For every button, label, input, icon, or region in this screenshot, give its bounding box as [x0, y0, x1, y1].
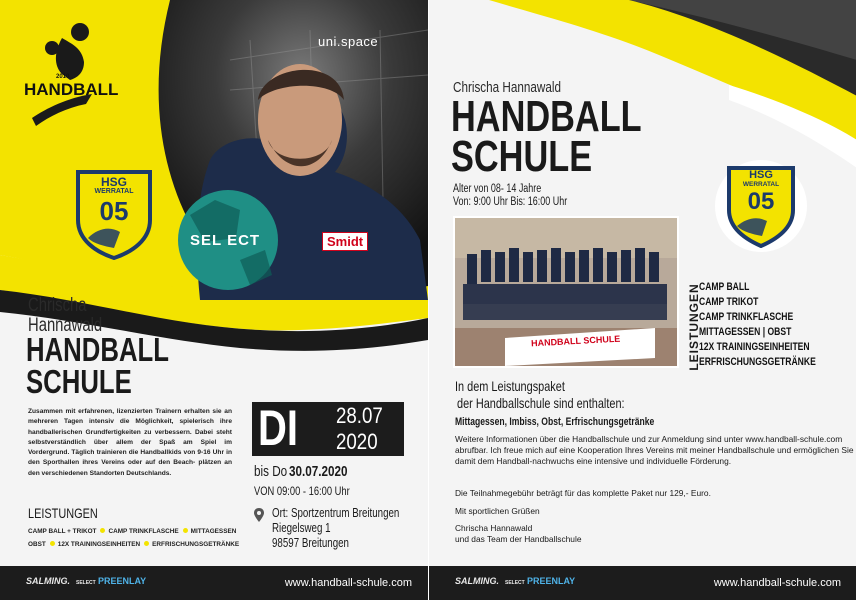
coach-last-name: Hannawald [28, 315, 103, 336]
fee-text: Die Teilnahmegebühr beträgt für das komplette Paket nur 129,- Euro. [455, 488, 711, 498]
footer-bar [0, 566, 428, 600]
location-city: 98597 Breitungen [272, 536, 349, 550]
sponsor-preenlay: PREENLAY [527, 576, 576, 586]
location-label: Ort: Sportzentrum Breitungen [272, 506, 400, 520]
services-list [699, 280, 849, 370]
bullet-icon [183, 528, 188, 533]
info-text: Weitere Informationen über die Handballschule und zur Anmeldung sind unter www.handball-schule.com abrufbar. Ich freue mich auf eine Kooperation Ihres Vereins mit meiner Handballschule und ermöglichen Sie damit dem Handball-nachwuchs eine intensive und individuelle Förderung. [455, 434, 854, 466]
package-heading-line1: In dem Leistungspaket [455, 378, 565, 394]
ball-brand-text: SEL ECT [190, 232, 261, 249]
team-photo [453, 216, 679, 368]
date-weekday: DI [258, 400, 298, 456]
location-block [272, 506, 428, 551]
signature-name: Chrischa Hannawald [455, 523, 533, 533]
sponsor-salming: SALMING. [455, 576, 499, 586]
handball-logo [22, 18, 119, 138]
services-heading [28, 505, 117, 521]
services-heading-text: LEISTUNGEN [28, 505, 98, 521]
footer-bar [429, 566, 856, 600]
services-heading [679, 282, 701, 372]
date-until-prefix: bis Do [254, 463, 288, 480]
title-line-2: SCHULE [451, 132, 593, 181]
page-title [26, 331, 209, 400]
service-item: MITTAGESSEN [190, 528, 237, 535]
brand-label: uni.space [318, 34, 379, 49]
bullet-icon [144, 541, 149, 546]
badge-club-name: HSG [100, 175, 127, 189]
service-item: CAMP TRIKOT [699, 296, 759, 308]
service-item: ERFRISCHUNGSGETRÄNKE [152, 541, 240, 548]
club-badge [715, 160, 807, 252]
date-until-date: 30.07.2020 [288, 463, 348, 480]
location-pin-icon [254, 508, 264, 522]
service-item: CAMP TRINKFLASCHE [108, 528, 179, 535]
age-range: Alter von 08- 14 Jahre [453, 183, 542, 195]
service-item: CAMP TRINKFLASCHE [699, 311, 794, 323]
website-link[interactable]: www.handball-schule.com [284, 577, 412, 589]
badge-number: 05 [747, 188, 775, 215]
description-text: Zusammen mit erfahrenen, lizenzierten Trainern erhalten sie an mehreren Tagen intensiv die Möglichkeit, spielerisch ihre handballerischen Grundfertigkeiten zu verbessern. Dabei steht selbstverständlich über allem der Spaß am Spiel im Vordergrund. Täglich trainieren die Handballkids von 9-16 Uhr in den Sporthallen ihres Vereins oder auf den Beach- plätzen an den verschiedenen Standorten Deutschlands. [28, 408, 232, 477]
signature [455, 523, 581, 545]
date-box [252, 402, 404, 456]
title-line-1: HANDBALL [26, 331, 169, 368]
page-title [451, 92, 695, 181]
sponsor-select: SELECT [76, 580, 96, 586]
logo-year: 2010 [56, 74, 70, 80]
title-line-2: SCHULE [26, 363, 132, 400]
badge-club-sub: WERRATAL [742, 181, 780, 188]
service-item: 12X TRAININGSEINHEITEN [57, 541, 141, 548]
service-item: OBST [28, 541, 46, 548]
package-items-text: Mittagessen, Imbiss, Obst, Erfrischungsgetränke [455, 416, 655, 428]
badge-club-name: HSG [749, 169, 773, 181]
coach-first-name: Chrischa [28, 295, 87, 316]
date-until [254, 463, 364, 480]
sponsor-salming: SALMING. [26, 576, 70, 586]
service-item: CAMP BALL + TRIKOT [28, 528, 97, 535]
time-range-text: VON 09:00 - 16:00 Uhr [254, 484, 350, 498]
date-daymonth: 28.07 [336, 403, 383, 428]
location-street: Riegelsweg 1 [272, 521, 331, 535]
shirt-sponsor-text: Smidt [322, 232, 368, 251]
services-list [28, 525, 248, 551]
sponsor-select: SELECT [505, 580, 525, 586]
time-range [254, 484, 377, 498]
coach-name [28, 296, 123, 336]
photo-banner-text: HANDBALL SCHULE [530, 333, 621, 349]
coach-name-text: Chrischa Hannawald [453, 79, 561, 96]
title-line-1: HANDBALL [451, 92, 642, 141]
badge-club-sub: WERRATAL [94, 188, 134, 195]
bullet-icon [50, 541, 55, 546]
date-year: 2020 [336, 429, 378, 454]
services-heading-text: LEISTUNGEN [687, 283, 701, 371]
service-item: CAMP BALL [699, 281, 750, 293]
service-item: 12X TRAININGSEINHEITEN [699, 341, 810, 353]
greeting-text: Mit sportlichen Grüßen [455, 506, 540, 516]
club-badge [74, 168, 154, 260]
flyer-back [428, 0, 856, 600]
signature-team: und das Team der Handballschule [455, 534, 582, 544]
package-heading [455, 378, 672, 412]
service-item: ERFRISCHUNGSGETRÄNKE [699, 356, 816, 368]
age-hours [453, 183, 599, 209]
logo-wordmark: HANDBALL [24, 80, 119, 99]
website-link[interactable]: www.handball-schule.com [713, 577, 841, 589]
package-items [455, 416, 711, 428]
package-heading-line2: der Handballschule sind enthalten: [457, 395, 625, 411]
bullet-icon [100, 528, 105, 533]
sponsor-preenlay: PREENLAY [98, 576, 147, 586]
badge-number: 05 [99, 196, 129, 226]
camp-hours: Von: 9:00 Uhr Bis: 16:00 Uhr [453, 196, 568, 208]
service-item: MITTAGESSEN | OBST [699, 326, 792, 338]
